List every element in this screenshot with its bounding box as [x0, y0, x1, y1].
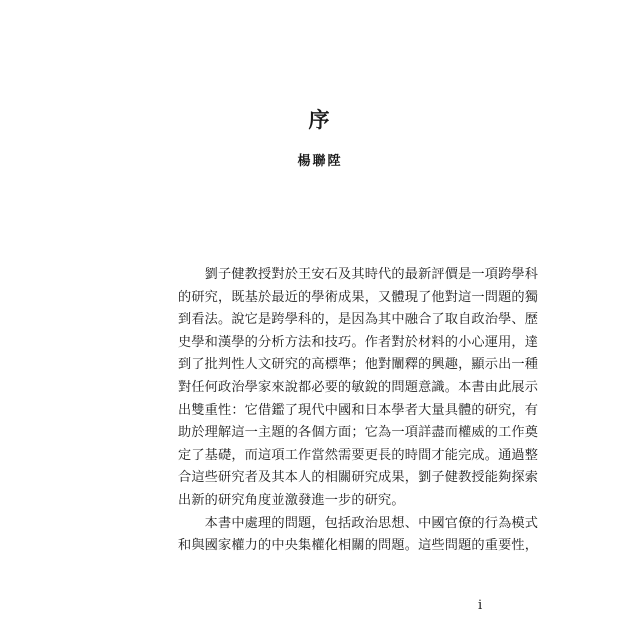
paragraph-1-line-1: 劉子健教授對於王安石及其時代的最新評價是一項跨學科 [178, 267, 539, 282]
paragraph-1-line-5: 到了批判性人文研究的高標準；他對闡釋的興趣，顯示出一種 [178, 357, 539, 373]
paragraph-1-line-6: 對任何政治學家來說都必要的敏銳的問題意識。本書由此展示 [178, 379, 539, 395]
paragraph-1-line-4: 史學和漢學的分析方法和技巧。作者對於材料的小心運用，達 [178, 334, 539, 350]
body-text [178, 264, 539, 558]
paragraph-1-line-8: 助於理解這一主題的各個方面；它為一項詳盡而權威的工作奠 [178, 425, 539, 441]
paragraph-2-line-2: 和與國家權力的中央集權化相關的問題。這些問題的重要性， [178, 538, 539, 554]
page-number: i [478, 598, 483, 613]
paragraph-1-line-7: 出雙重性：它借鑑了現代中國和日本學者大量具體的研究，有 [178, 402, 539, 418]
paragraph-1-line-2: 的研究，既基於最近的學術成果，又體現了他對這一問題的獨 [178, 289, 539, 305]
paragraph-1-line-3: 到看法。說它是跨學科的，是因為其中融合了取自政治學、歷 [178, 312, 539, 328]
author-name: 楊聯陞 [297, 154, 343, 169]
paragraph-1-line-10: 合這些研究者及其本人的相關研究成果，劉子健教授能夠探索 [178, 470, 539, 486]
paragraph-2-line-1: 本書中處理的問題，包括政治思想、中國官僚的行為模式 [178, 515, 539, 531]
paragraph-1-line-9: 定了基礎，而這項工作當然需要更長的時間才能完成。通過整 [178, 447, 539, 463]
page-title: 序 [308, 107, 332, 132]
paragraph-1-line-11: 出新的研究角度並激發進一步的研究。 [178, 492, 405, 508]
